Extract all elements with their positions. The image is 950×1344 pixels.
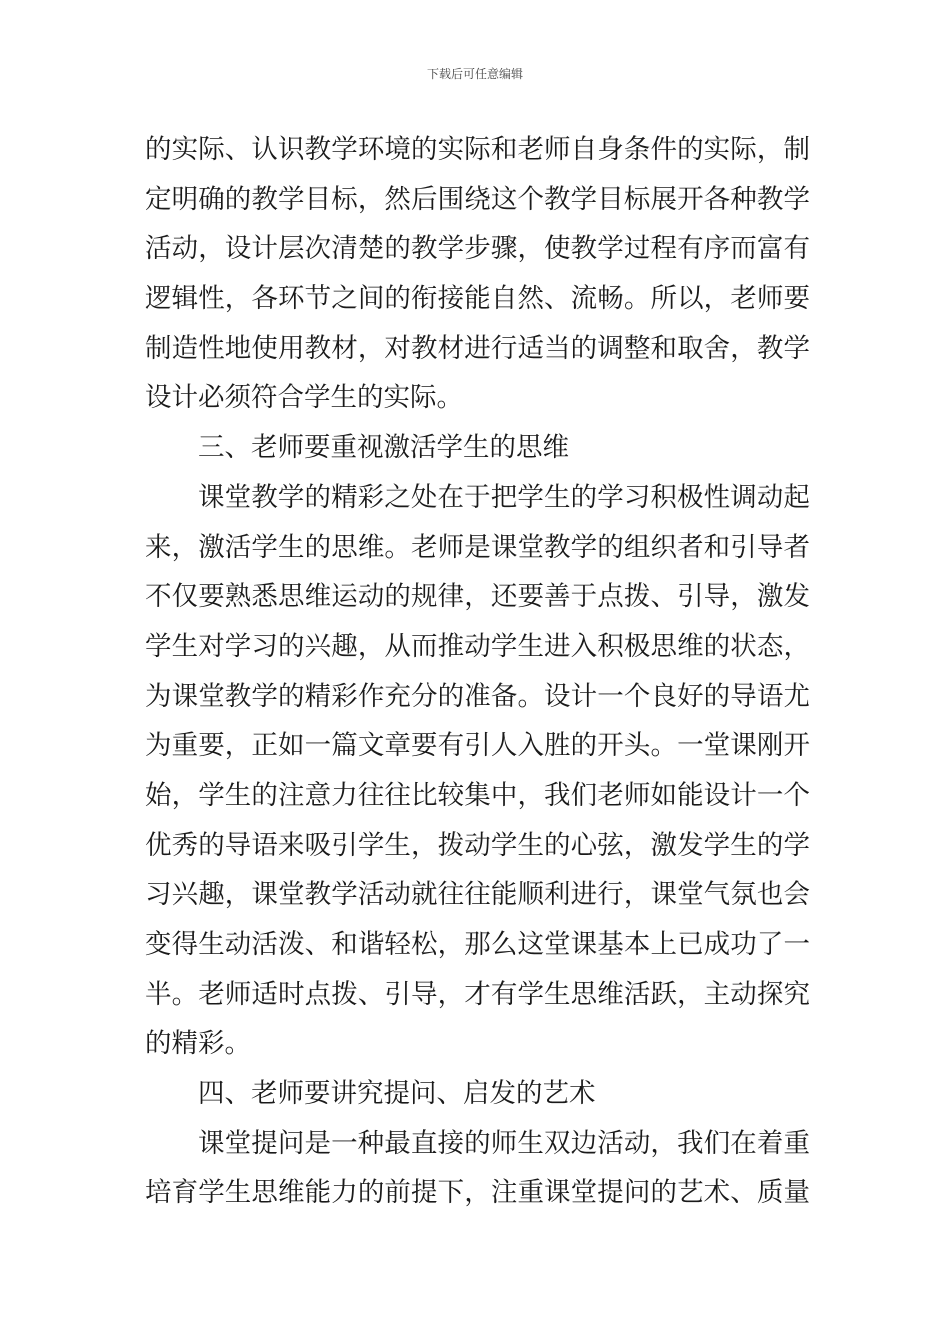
text-line: 三、老师要重视激活学生的思维 [198,432,569,464]
text-line: 活动，设计层次清楚的教学步骤，使教学过程有序而富有 [145,233,810,265]
text-line: 培育学生思维能力的前提下，注重课堂提问的艺术、质量 [145,1177,810,1209]
text-line: 课堂教学的精彩之处在于把学生的学习积极性调动起 [198,481,810,513]
text-line: 定明确的教学目标，然后围绕这个教学目标展开各种教学 [145,183,810,215]
body-text [145,125,810,1218]
text-line: 不仅要熟悉思维运动的规律，还要善于点拨、引导，激发 [145,581,810,613]
text-line: 的实际、认识教学环境的实际和老师自身条件的实际，制 [145,134,810,165]
text-line: 课堂提问是一种最直接的师生双边活动，我们在着重 [198,1127,810,1159]
text-line: 优秀的导语来吸引学生，拨动学生的心弦，激发学生的学 [145,829,810,861]
text-line: 设计必须符合学生的实际。 [145,382,463,414]
text-line: 学生对学习的兴趣，从而推动学生进入积极思维的状态， [145,630,810,662]
text-line: 四、老师要讲究提问、启发的艺术 [198,1078,596,1110]
text-line: 来，激活学生的思维。老师是课堂教学的组织者和引导者 [145,531,810,563]
text-line: 逻辑性，各环节之间的衔接能自然、流畅。所以，老师要 [145,283,810,315]
page-header: 下载后可任意编辑 [426,67,523,81]
text-line: 制造性地使用教材，对教材进行适当的调整和取舍，教学 [145,332,810,364]
text-line: 为课堂教学的精彩作充分的准备。设计一个良好的导语尤 [145,680,810,712]
text-line: 始，学生的注意力往往比较集中，我们老师如能设计一个 [145,779,810,811]
text-line: 半。老师适时点拨、引导，才有学生思维活跃，主动探究 [145,978,810,1010]
text-line: 变得生动活泼、和谐轻松，那么这堂课基本上已成功了一 [145,929,810,960]
text-line: 为重要，正如一篇文章要有引人入胜的开头。一堂课刚开 [145,730,810,762]
text-line: 习兴趣，课堂教学活动就往往能顺利进行，课堂气氛也会 [145,879,810,911]
text-line: 的精彩。 [145,1028,251,1060]
